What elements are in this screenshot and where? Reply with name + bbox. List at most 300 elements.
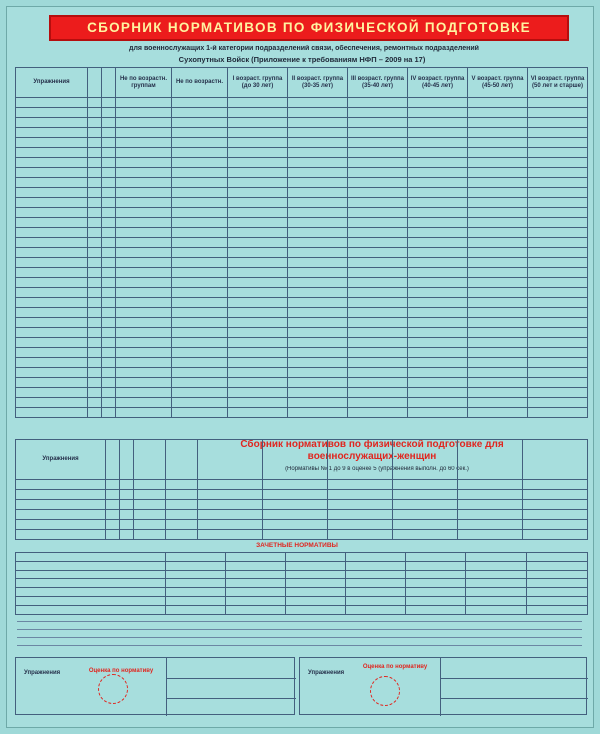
upper-table-cell xyxy=(228,368,288,378)
upper-table-cell xyxy=(408,98,468,108)
upper-table-cell xyxy=(408,238,468,248)
upper-table-cell xyxy=(528,158,588,168)
upper-table-cell xyxy=(116,278,172,288)
upper-table-cell xyxy=(16,178,88,188)
lower-table-cell xyxy=(263,500,328,510)
upper-table-cell xyxy=(408,128,468,138)
bottom-right-label: Упражнения xyxy=(308,670,345,676)
upper-table-cell xyxy=(528,298,588,308)
lower-table-row xyxy=(16,530,588,540)
upper-table-cell xyxy=(468,238,528,248)
upper-table-cell xyxy=(172,258,228,268)
upper-table-cell xyxy=(348,128,408,138)
upper-table-cell xyxy=(288,388,348,398)
upper-table-cell xyxy=(102,378,116,388)
upper-table-cell xyxy=(88,218,102,228)
special-table-cell xyxy=(406,588,466,597)
upper-table-cell xyxy=(348,348,408,358)
special-table-cell xyxy=(406,596,466,605)
upper-table-cell xyxy=(528,248,588,258)
upper-table-cell xyxy=(102,308,116,318)
upper-table-cell xyxy=(348,338,408,348)
special-table-cell xyxy=(466,605,527,614)
upper-table-cell xyxy=(528,388,588,398)
upper-table-row xyxy=(16,388,588,398)
upper-table-cell xyxy=(16,388,88,398)
upper-table-cell xyxy=(16,308,88,318)
lower-table-cell xyxy=(106,520,120,530)
upper-table-cell xyxy=(16,98,88,108)
upper-table-cell xyxy=(88,128,102,138)
upper-table-cell xyxy=(408,178,468,188)
upper-table-cell xyxy=(102,178,116,188)
upper-table-cell xyxy=(348,198,408,208)
upper-table-cell xyxy=(88,208,102,218)
lower-table-row xyxy=(16,500,588,510)
upper-table-cell xyxy=(88,328,102,338)
special-table-cell xyxy=(406,570,466,579)
lower-table-cell xyxy=(393,490,458,500)
lower-table-row xyxy=(16,510,588,520)
upper-table-cell xyxy=(116,408,172,418)
upper-table-cell xyxy=(528,368,588,378)
upper-table-cell xyxy=(228,278,288,288)
upper-table-cell xyxy=(468,368,528,378)
lower-table-row xyxy=(16,480,588,490)
upper-table-cell xyxy=(116,148,172,158)
upper-table-cell xyxy=(288,248,348,258)
upper-table-cell xyxy=(88,148,102,158)
upper-table-cell xyxy=(348,358,408,368)
upper-table-cell xyxy=(408,298,468,308)
special-table-cell xyxy=(286,579,346,588)
upper-table-cell xyxy=(228,408,288,418)
lower-table-cell xyxy=(166,500,198,510)
lower-table-cell xyxy=(458,490,523,500)
special-table-cell xyxy=(226,588,286,597)
upper-table-cell xyxy=(172,108,228,118)
special-table-cell xyxy=(226,561,286,570)
upper-table-cell xyxy=(228,268,288,278)
upper-table-cell xyxy=(172,208,228,218)
upper-table-cell xyxy=(468,338,528,348)
upper-table-cell xyxy=(408,368,468,378)
upper-table-cell xyxy=(408,218,468,228)
upper-table-cell xyxy=(408,118,468,128)
upper-table-cell xyxy=(102,278,116,288)
lower-table-cell xyxy=(328,500,393,510)
upper-table-cell xyxy=(102,258,116,268)
upper-table-cell xyxy=(172,398,228,408)
upper-table-cell xyxy=(116,398,172,408)
lower-table-cell xyxy=(263,530,328,540)
special-table-cell xyxy=(226,596,286,605)
upper-table-cell xyxy=(116,378,172,388)
upper-table-cell xyxy=(468,148,528,158)
upper-table-cell xyxy=(16,408,88,418)
upper-table-cell xyxy=(88,248,102,258)
upper-table-row xyxy=(16,238,588,248)
upper-table-cell xyxy=(348,238,408,248)
upper-table-cell xyxy=(16,288,88,298)
lower-table-cell xyxy=(106,510,120,520)
upper-table-cell xyxy=(16,188,88,198)
upper-table-cell xyxy=(172,198,228,208)
special-table-cell xyxy=(527,553,588,562)
upper-table-cell xyxy=(408,318,468,328)
upper-table-cell xyxy=(348,268,408,278)
special-table-body xyxy=(16,553,588,615)
lower-table-cell xyxy=(198,530,263,540)
special-table-cell xyxy=(406,553,466,562)
special-table-cell xyxy=(16,588,166,597)
upper-table-cell xyxy=(172,318,228,328)
upper-table-cell xyxy=(88,278,102,288)
bottom-right-box xyxy=(299,657,587,715)
poster-sheet xyxy=(6,6,594,728)
upper-table-cell xyxy=(228,118,288,128)
upper-table-cell xyxy=(228,238,288,248)
upper-table-cell xyxy=(16,378,88,388)
upper-table-cell xyxy=(228,248,288,258)
upper-table-cell xyxy=(408,228,468,238)
lower-table-cell xyxy=(393,530,458,540)
upper-col-group-3: II возраст. группа (30-35 лет) xyxy=(288,68,348,98)
special-table-cell xyxy=(16,596,166,605)
upper-col-exercise: Упражнения xyxy=(16,68,88,98)
lower-table-cell xyxy=(16,500,106,510)
upper-table-cell xyxy=(528,308,588,318)
upper-table-cell xyxy=(116,168,172,178)
lower-table-cell xyxy=(166,510,198,520)
lower-table-body xyxy=(16,480,588,540)
lower-table-cell xyxy=(120,510,134,520)
upper-table-cell xyxy=(102,288,116,298)
upper-table-cell xyxy=(116,178,172,188)
lower-table-cell xyxy=(263,520,328,530)
upper-table-cell xyxy=(88,138,102,148)
upper-table-row xyxy=(16,318,588,328)
upper-table-cell xyxy=(288,368,348,378)
upper-table-cell xyxy=(468,168,528,178)
upper-table-cell xyxy=(468,348,528,358)
lower-table-cell xyxy=(263,480,328,490)
upper-table-cell xyxy=(288,268,348,278)
special-table-cell xyxy=(527,570,588,579)
upper-col-group-4: III возраст. группа (35-40 лет) xyxy=(348,68,408,98)
upper-table-cell xyxy=(102,138,116,148)
upper-table-cell xyxy=(116,138,172,148)
upper-table-cell xyxy=(116,268,172,278)
special-table-cell xyxy=(527,605,588,614)
upper-table-cell xyxy=(408,198,468,208)
special-table-cell xyxy=(346,561,406,570)
upper-table-cell xyxy=(288,228,348,238)
upper-table-cell xyxy=(172,188,228,198)
upper-table-cell xyxy=(88,308,102,318)
upper-table-row xyxy=(16,128,588,138)
lower-table-cell xyxy=(134,520,166,530)
upper-table-cell xyxy=(172,118,228,128)
lower-table-cell xyxy=(198,520,263,530)
lower-table-cell xyxy=(134,510,166,520)
lower-table-cell xyxy=(458,520,523,530)
special-table-cell xyxy=(466,553,527,562)
upper-table-row xyxy=(16,228,588,238)
upper-table-cell xyxy=(228,148,288,158)
upper-table-cell xyxy=(528,208,588,218)
upper-table-cell xyxy=(172,268,228,278)
bottom-right-stamp xyxy=(370,676,400,706)
bottom-right-note: Оценка по нормативу xyxy=(362,664,428,670)
upper-table-cell xyxy=(408,328,468,338)
lower-table-cell xyxy=(106,480,120,490)
lower-table-row xyxy=(16,520,588,530)
special-table-row xyxy=(16,596,588,605)
special-table-cell xyxy=(346,605,406,614)
upper-table-cell xyxy=(102,168,116,178)
upper-table-cell xyxy=(348,398,408,408)
upper-table-cell xyxy=(116,328,172,338)
lower-table-cell xyxy=(120,530,134,540)
upper-table-cell xyxy=(228,288,288,298)
upper-table-cell xyxy=(288,118,348,128)
upper-table-row xyxy=(16,248,588,258)
lower-standards-table xyxy=(15,439,588,540)
upper-table-cell xyxy=(102,188,116,198)
lower-table-cell xyxy=(393,480,458,490)
special-table-row xyxy=(16,588,588,597)
special-table-cell xyxy=(226,579,286,588)
special-table-cell xyxy=(166,561,226,570)
upper-table-cell xyxy=(228,308,288,318)
upper-table-cell xyxy=(468,98,528,108)
upper-table-cell xyxy=(288,198,348,208)
upper-table-cell xyxy=(102,108,116,118)
upper-table-cell xyxy=(348,378,408,388)
upper-table-row xyxy=(16,298,588,308)
lower-table-cell xyxy=(393,510,458,520)
upper-table-cell xyxy=(102,368,116,378)
upper-table-cell xyxy=(348,108,408,118)
upper-table-cell xyxy=(528,108,588,118)
upper-table-cell xyxy=(16,258,88,268)
upper-table-cell xyxy=(288,238,348,248)
upper-table-cell xyxy=(116,288,172,298)
special-table-cell xyxy=(166,553,226,562)
upper-table-cell xyxy=(348,158,408,168)
upper-table-cell xyxy=(468,278,528,288)
upper-table-cell xyxy=(468,358,528,368)
upper-table-row xyxy=(16,208,588,218)
special-table-cell xyxy=(466,579,527,588)
upper-table-cell xyxy=(408,348,468,358)
special-table-cell xyxy=(226,605,286,614)
lower-table-cell xyxy=(16,480,106,490)
special-table-cell xyxy=(406,561,466,570)
upper-table-cell xyxy=(228,338,288,348)
special-table-cell xyxy=(166,605,226,614)
upper-table-cell xyxy=(102,348,116,358)
upper-table-cell xyxy=(102,318,116,328)
upper-table-cell xyxy=(288,98,348,108)
upper-table-cell xyxy=(16,398,88,408)
upper-table-cell xyxy=(228,318,288,328)
upper-table-cell xyxy=(116,318,172,328)
upper-table-cell xyxy=(16,338,88,348)
lower-table-cell xyxy=(523,530,588,540)
upper-table-row xyxy=(16,188,588,198)
lower-table-cell xyxy=(106,490,120,500)
special-table-cell xyxy=(166,570,226,579)
lower-table-cell xyxy=(120,520,134,530)
upper-col-group-5: IV возраст. группа (40-45 лет) xyxy=(408,68,468,98)
upper-table-cell xyxy=(228,98,288,108)
upper-table-cell xyxy=(228,328,288,338)
special-table-cell xyxy=(16,605,166,614)
lower-table-cell xyxy=(458,530,523,540)
upper-table-cell xyxy=(172,248,228,258)
upper-table-cell xyxy=(102,398,116,408)
upper-table-cell xyxy=(116,228,172,238)
upper-table-cell xyxy=(348,188,408,198)
upper-table-row xyxy=(16,368,588,378)
upper-table-cell xyxy=(288,378,348,388)
upper-table-cell xyxy=(468,328,528,338)
lower-table-cell xyxy=(263,490,328,500)
special-section-title: ЗАЧЕТНЫЕ НОРМАТИВЫ xyxy=(256,542,338,549)
upper-table-cell xyxy=(16,298,88,308)
bottom-left-label: Упражнения xyxy=(24,670,61,676)
upper-table-cell xyxy=(102,208,116,218)
upper-table-cell xyxy=(172,218,228,228)
upper-table-cell xyxy=(116,388,172,398)
lower-table-cell xyxy=(523,500,588,510)
lower-table-cell xyxy=(328,490,393,500)
upper-table-row xyxy=(16,168,588,178)
upper-table-cell xyxy=(288,308,348,318)
upper-table-cell xyxy=(288,318,348,328)
upper-table-cell xyxy=(408,168,468,178)
upper-table-cell xyxy=(102,198,116,208)
upper-table-cell xyxy=(528,278,588,288)
upper-table-cell xyxy=(16,148,88,158)
upper-table-cell xyxy=(288,178,348,188)
special-table-cell xyxy=(406,605,466,614)
upper-table-cell xyxy=(172,298,228,308)
upper-table-cell xyxy=(172,308,228,318)
upper-table-cell xyxy=(16,208,88,218)
upper-table-row xyxy=(16,408,588,418)
special-table-cell xyxy=(286,561,346,570)
upper-table-row xyxy=(16,218,588,228)
upper-col-group-2: I возраст. группа (до 30 лет) xyxy=(228,68,288,98)
upper-table-cell xyxy=(116,108,172,118)
upper-table-cell xyxy=(468,208,528,218)
upper-table-cell xyxy=(348,298,408,308)
upper-table-row xyxy=(16,288,588,298)
upper-table-cell xyxy=(408,408,468,418)
lower-table-cell xyxy=(198,500,263,510)
upper-table-cell xyxy=(172,338,228,348)
lower-table-cell xyxy=(16,510,106,520)
upper-table-cell xyxy=(348,178,408,188)
special-table-cell xyxy=(466,570,527,579)
upper-table-cell xyxy=(88,118,102,128)
upper-table-row xyxy=(16,118,588,128)
upper-table-cell xyxy=(102,408,116,418)
upper-table-cell xyxy=(468,408,528,418)
lower-table-cell xyxy=(198,480,263,490)
upper-table-cell xyxy=(88,188,102,198)
upper-table-cell xyxy=(88,228,102,238)
lower-table-cell xyxy=(120,480,134,490)
upper-table-cell xyxy=(116,98,172,108)
upper-table-row xyxy=(16,358,588,368)
upper-table-cell xyxy=(348,118,408,128)
lower-table-row xyxy=(16,490,588,500)
lower-table-cell xyxy=(328,520,393,530)
upper-table-cell xyxy=(228,198,288,208)
upper-table-cell xyxy=(528,168,588,178)
upper-table-cell xyxy=(116,218,172,228)
special-table-cell xyxy=(166,588,226,597)
upper-table-row xyxy=(16,148,588,158)
upper-table-cell xyxy=(172,158,228,168)
upper-table-cell xyxy=(228,218,288,228)
upper-table-cell xyxy=(116,188,172,198)
upper-table-cell xyxy=(116,198,172,208)
lower-table-cell xyxy=(523,490,588,500)
upper-table-cell xyxy=(468,138,528,148)
upper-table-cell xyxy=(408,148,468,158)
special-table-cell xyxy=(166,579,226,588)
upper-table-row xyxy=(16,338,588,348)
upper-table-cell xyxy=(408,358,468,368)
upper-table-cell xyxy=(172,228,228,238)
upper-table-cell xyxy=(348,308,408,318)
upper-table-cell xyxy=(408,208,468,218)
upper-table-cell xyxy=(468,378,528,388)
upper-table-cell xyxy=(102,158,116,168)
upper-table-row xyxy=(16,198,588,208)
upper-table-cell xyxy=(228,258,288,268)
upper-table-cell xyxy=(228,358,288,368)
upper-table-cell xyxy=(288,218,348,228)
lower-table-cell xyxy=(263,510,328,520)
upper-table-cell xyxy=(228,388,288,398)
upper-table-cell xyxy=(102,228,116,238)
lower-table-cell xyxy=(328,480,393,490)
upper-table-cell xyxy=(16,278,88,288)
upper-table-cell xyxy=(408,268,468,278)
upper-table-cell xyxy=(88,378,102,388)
upper-table-cell xyxy=(528,268,588,278)
special-table-cell xyxy=(346,553,406,562)
upper-table-cell xyxy=(16,138,88,148)
upper-table-cell xyxy=(172,378,228,388)
upper-table-cell xyxy=(288,298,348,308)
upper-table-cell xyxy=(468,398,528,408)
upper-table-cell xyxy=(88,158,102,168)
upper-table-cell xyxy=(88,288,102,298)
special-table-cell xyxy=(406,579,466,588)
upper-table-row xyxy=(16,278,588,288)
upper-table-cell xyxy=(528,148,588,158)
upper-table-cell xyxy=(348,168,408,178)
upper-table-cell xyxy=(16,128,88,138)
lower-table-cell xyxy=(393,500,458,510)
